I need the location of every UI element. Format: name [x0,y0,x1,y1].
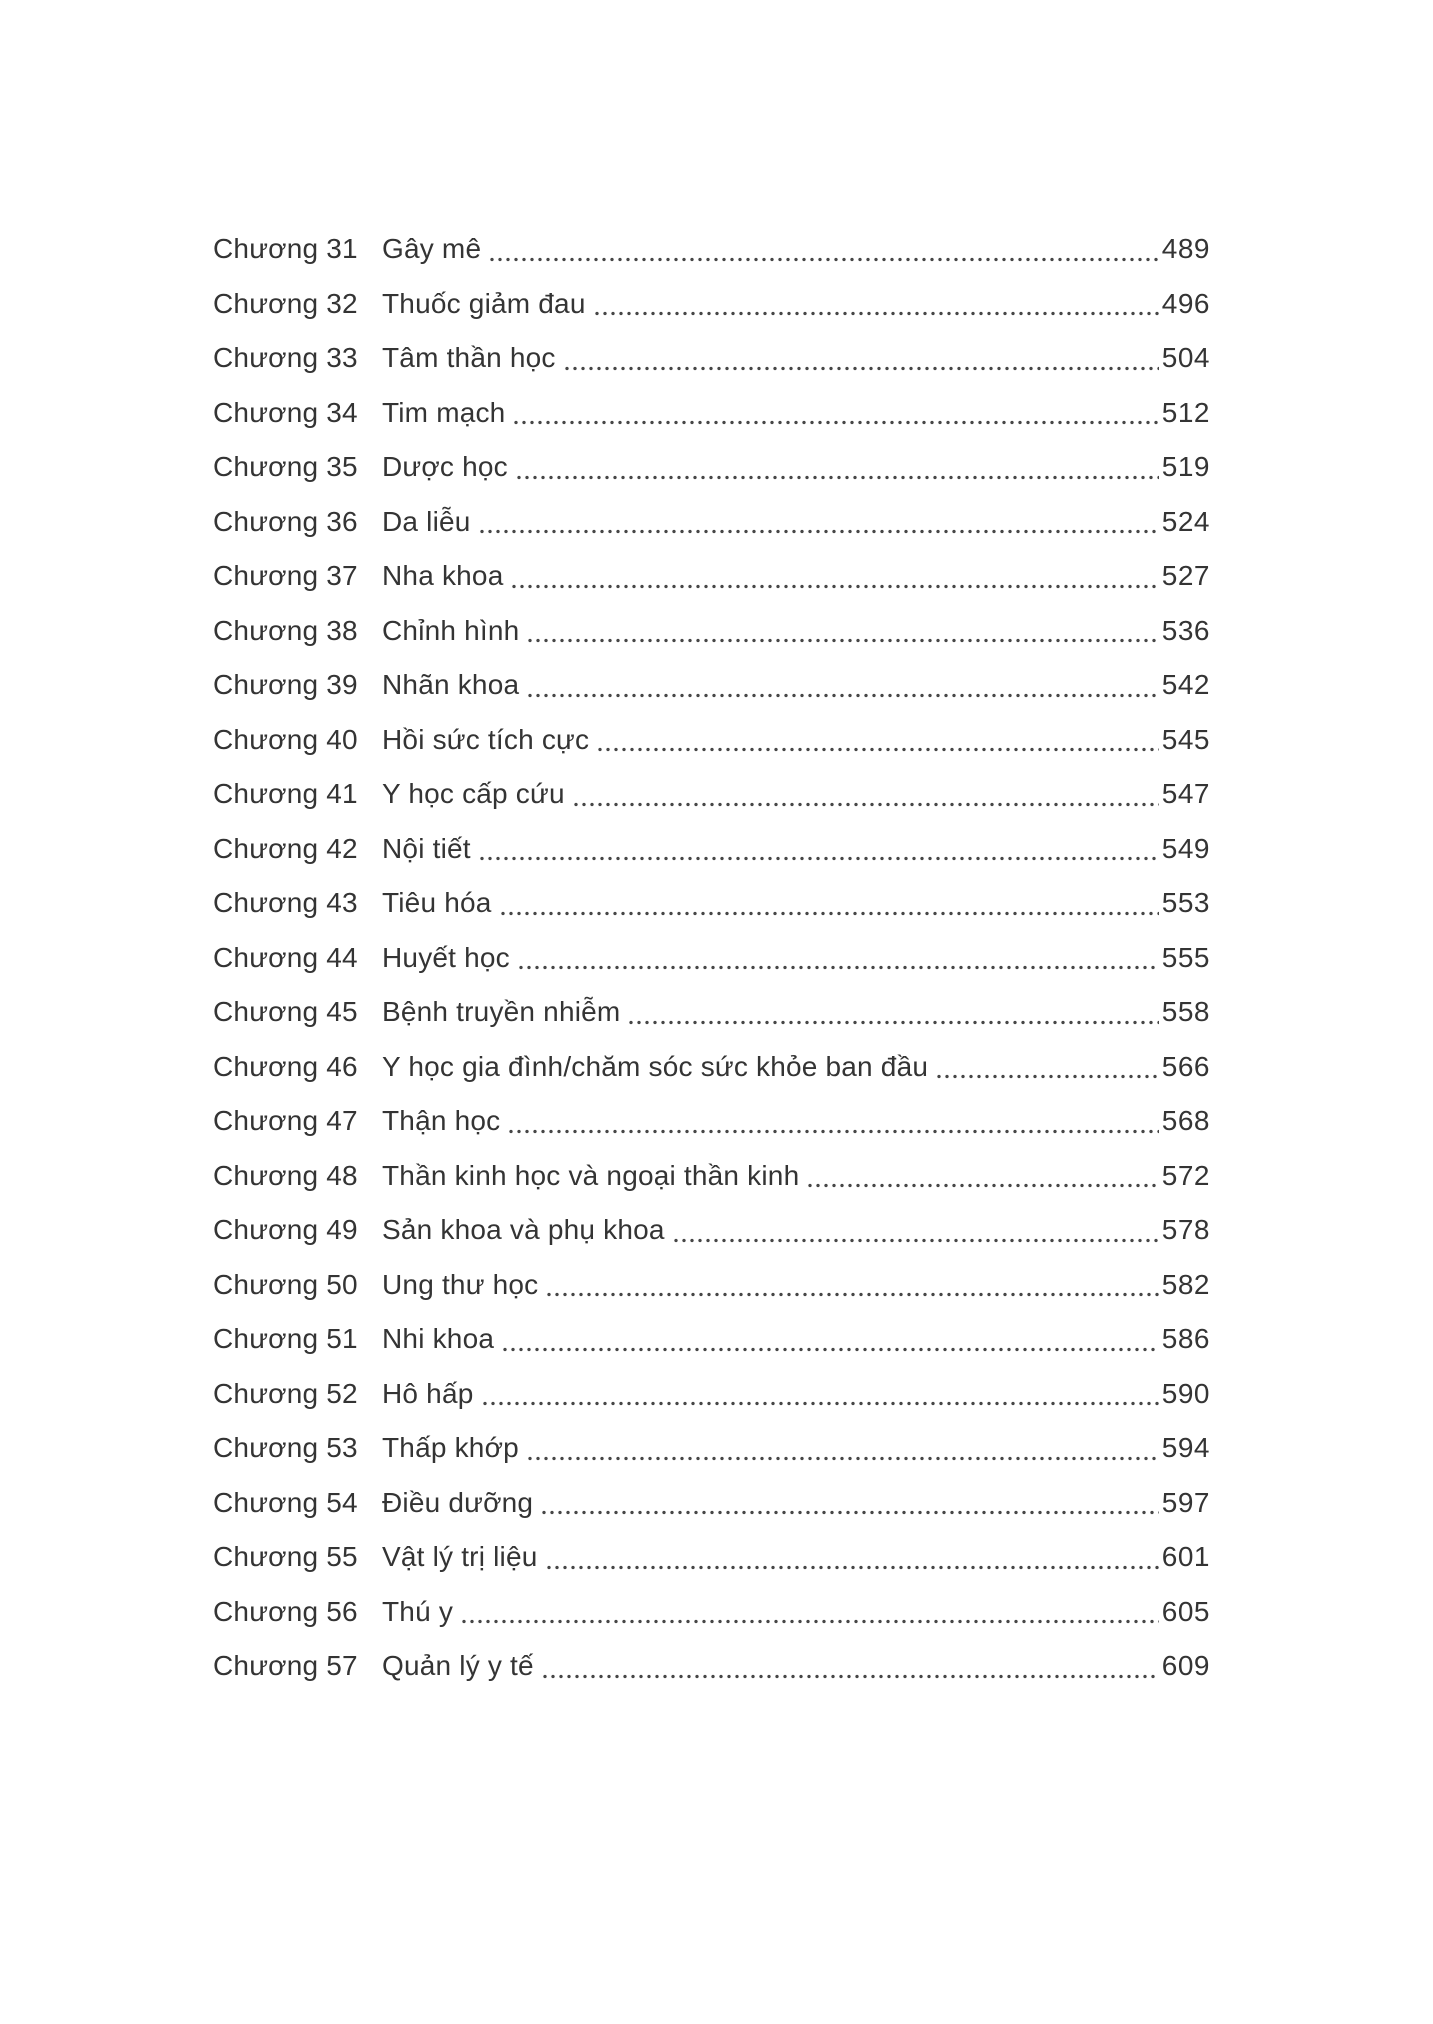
page-number: 496 [1161,287,1210,319]
dot-leader [627,985,1158,1040]
chapter-label: Chương 36 [213,505,358,537]
page-number: 594 [1161,1432,1210,1463]
dot-leader [672,1203,1159,1258]
toc-entry-row [213,658,1210,713]
chapter-title: Hô hấp [382,1377,474,1409]
page-number: 590 [1161,1377,1210,1409]
chapter-title: Nhãn khoa [382,669,520,700]
toc-entry-row [213,1367,1210,1422]
page-number: 519 [1161,451,1210,482]
toc-entry-row [213,440,1210,495]
chapter-label: Chương 52 [213,1377,358,1409]
toc-entry-row [213,1585,1210,1640]
chapter-title: Gây mê [382,233,482,264]
dot-leader [806,1149,1158,1204]
toc-entry-row [213,1421,1210,1476]
dot-leader [540,1476,1159,1531]
toc-entry-row [213,1203,1210,1258]
chapter-title: Dược học [382,451,508,482]
chapter-label: Chương 31 [213,233,358,264]
toc-entry-row [213,495,1210,550]
chapter-title: Tim mạch [382,396,506,428]
chapter-label: Chương 42 [213,832,358,864]
dot-leader [478,495,1159,550]
chapter-label: Chương 41 [213,778,358,809]
dot-leader [596,713,1159,768]
page-number: 527 [1161,560,1210,591]
table-of-contents [213,222,1210,1694]
page-number: 572 [1161,1159,1210,1191]
chapter-title: Nhi khoa [382,1323,495,1354]
page-number: 605 [1161,1595,1210,1627]
toc-entry-row [213,1094,1210,1149]
toc-entry-row [213,1312,1210,1367]
toc-entry-row [213,331,1210,386]
chapter-title: Thần kinh học và ngoại thần kinh [382,1159,800,1191]
toc-entry-row [213,386,1210,441]
dot-leader [541,1639,1159,1694]
toc-entry-row [213,1040,1210,1095]
toc-entry-row [213,549,1210,604]
toc-entry-row [213,1476,1210,1531]
dot-leader [510,549,1158,604]
chapter-label: Chương 32 [213,287,358,319]
dot-leader [563,331,1159,386]
chapter-label: Chương 54 [213,1486,358,1518]
dot-leader [481,1367,1159,1422]
page-number: 489 [1161,233,1210,264]
chapter-title: Hồi sức tích cực [382,723,590,755]
chapter-label: Chương 44 [213,941,358,973]
page-number: 553 [1161,887,1210,918]
dot-leader [460,1585,1159,1640]
page-number: 558 [1161,996,1210,1027]
toc-entry-row [213,767,1210,822]
chapter-label: Chương 46 [213,1050,358,1082]
chapter-label: Chương 43 [213,887,358,918]
chapter-label: Chương 50 [213,1268,358,1300]
chapter-label: Chương 49 [213,1214,358,1245]
page-number: 524 [1161,505,1210,537]
toc-entry-row [213,604,1210,659]
dot-leader [507,1094,1158,1149]
toc-entry-row [213,931,1210,986]
chapter-label: Chương 51 [213,1323,358,1354]
dot-leader [526,1421,1159,1476]
page-number: 566 [1161,1050,1210,1082]
toc-entry-row [213,277,1210,332]
page-number: 549 [1161,832,1210,864]
chapter-label: Chương 33 [213,342,358,373]
dot-leader [545,1530,1159,1585]
chapter-label: Chương 45 [213,996,358,1027]
chapter-label: Chương 47 [213,1105,358,1136]
page-number: 578 [1161,1214,1210,1245]
toc-entry-row [213,1258,1210,1313]
chapter-label: Chương 55 [213,1541,358,1572]
chapter-label: Chương 34 [213,396,358,428]
page-number: 542 [1161,669,1210,700]
dot-leader [526,658,1159,713]
chapter-label: Chương 48 [213,1159,358,1191]
toc-entry-row [213,713,1210,768]
chapter-label: Chương 39 [213,669,358,700]
page-number: 504 [1161,342,1210,373]
toc-entry-row [213,1149,1210,1204]
chapter-title: Chỉnh hình [382,614,520,646]
toc-entry-row [213,985,1210,1040]
chapter-title: Ung thư học [382,1268,539,1300]
dot-leader [488,222,1159,277]
chapter-label: Chương 57 [213,1650,358,1681]
chapter-label: Chương 56 [213,1595,358,1627]
page-number: 597 [1161,1486,1210,1518]
chapter-title: Nội tiết [382,832,471,864]
toc-entry-row [213,222,1210,277]
page-number: 536 [1161,614,1210,646]
dot-leader [593,277,1159,332]
dot-leader [478,822,1159,877]
page-number: 547 [1161,778,1210,809]
chapter-title: Tiêu hóa [382,887,492,918]
chapter-title: Huyết học [382,941,510,973]
chapter-title: Tâm thần học [382,342,556,373]
page-number: 582 [1161,1268,1210,1300]
chapter-title: Điều dưỡng [382,1486,534,1518]
page-number: 512 [1161,396,1210,428]
dot-leader [499,876,1159,931]
dot-leader [501,1312,1159,1367]
dot-leader [526,604,1158,659]
chapter-label: Chương 37 [213,560,358,591]
toc-entry-row [213,822,1210,877]
chapter-title: Sản khoa và phụ khoa [382,1214,665,1245]
chapter-label: Chương 35 [213,451,358,482]
dot-leader [572,767,1159,822]
toc-entry-row [213,876,1210,931]
dot-leader [545,1258,1158,1313]
chapter-title: Thấp khớp [382,1432,519,1463]
dot-leader [517,931,1159,986]
page-number: 601 [1161,1541,1210,1572]
dot-leader [515,440,1159,495]
page-number: 609 [1161,1650,1210,1681]
chapter-title: Nha khoa [382,560,504,591]
page-number: 568 [1161,1105,1210,1136]
chapter-label: Chương 40 [213,723,358,755]
chapter-label: Chương 53 [213,1432,358,1463]
chapter-title: Y học cấp cứu [382,778,565,809]
chapter-title: Thuốc giảm đau [382,287,586,319]
chapter-title: Quản lý y tế [382,1650,534,1681]
dot-leader [935,1040,1159,1095]
chapter-label: Chương 38 [213,614,358,646]
chapter-title: Vật lý trị liệu [382,1541,538,1572]
chapter-title: Thú y [382,1595,454,1627]
page-number: 545 [1161,723,1210,755]
dot-leader [512,386,1158,441]
chapter-title: Thận học [382,1105,501,1136]
page-number: 586 [1161,1323,1210,1354]
chapter-title: Bệnh truyền nhiễm [382,996,621,1027]
chapter-title: Da liễu [382,505,471,537]
toc-entry-row [213,1639,1210,1694]
chapter-title: Y học gia đình/chăm sóc sức khỏe ban đầu [382,1050,929,1082]
page-number: 555 [1161,941,1210,973]
toc-entry-row [213,1530,1210,1585]
